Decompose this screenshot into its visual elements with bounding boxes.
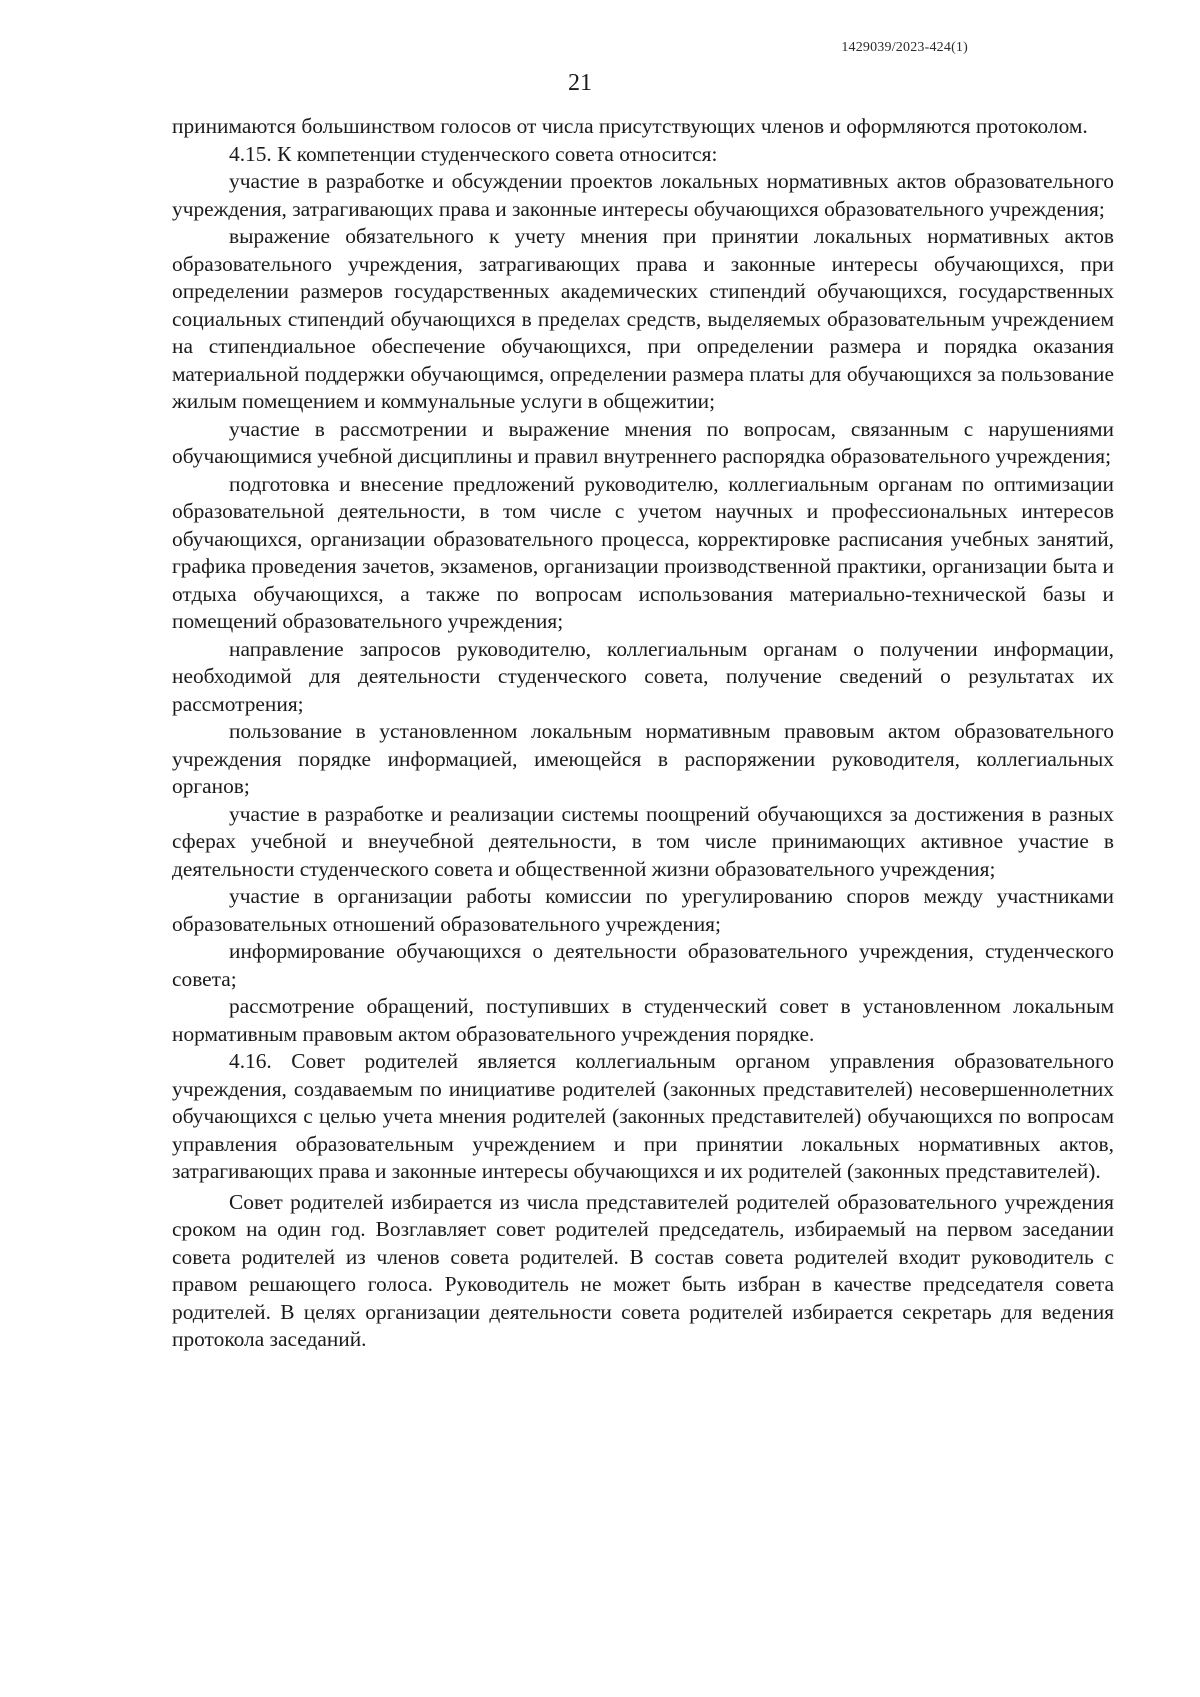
document-body <box>172 113 1114 1354</box>
paragraph-section-4-15: 4.15. К компетенции студенческого совета относится: <box>229 141 718 166</box>
document-number: 1429039/2023-424(1) <box>841 40 968 55</box>
paragraph-list-item: подготовка и внесение предложений руководителю, коллегиальным органам по оптимизации образовательной деятельности, в том числе с учетом научных и профессиональных интересов обучающихся, организации образовательного процесса, корректировке расписания учебных занятий, графика проведения зачетов, экзаменов, организации производственной практики, организации быта и отдыха обучающихся, а также по вопросам использования материально-технической базы и помещений образовательного учреждения; <box>172 471 1114 633</box>
paragraph-continuation: принимаются большинством голосов от числа присутствующих членов и оформляются протоколом. <box>172 114 1088 138</box>
paragraph-list-item: информирование обучающихся о деятельности образовательного учреждения, студенческого совета; <box>172 939 1114 991</box>
paragraph-list-item: участие в разработке и реализации системы поощрений обучающихся за достижения в разных сферах учебной и внеучебной деятельности, в том числе принимающих активное участие в деятельности студенческого совета и общественной жизни образовательного учреждения; <box>172 801 1114 881</box>
paragraph-list-item: участие в организации работы комиссии по урегулированию споров между участниками образовательных отношений образовательного учреждения; <box>172 884 1114 936</box>
paragraph-list-item: участие в рассмотрении и выражение мнения по вопросам, связанным с нарушениями обучающимися учебной дисциплины и правил внутреннего распорядка образовательного учреждения; <box>172 416 1114 468</box>
paragraph-parents-council: Совет родителей избирается из числа представителей родителей образовательного учреждения сроком на один год. Возглавляет совет родителей председатель, избираемый на первом заседании совета родителей из членов совета родителей. В состав совета родителей входит руководитель с правом решающего голоса. Руководитель не может быть избран в качестве председателя совета родителей. В целях организации деятельности совета родителей избирается секретарь для ведения протокола заседаний. <box>172 1189 1114 1351</box>
paragraph-list-item: выражение обязательного к учету мнения при принятии локальных нормативных актов образовательного учреждения, затрагивающих права и законные интересы обучающихся, при определении размеров государственных академических стипендий обучающихся, государственных социальных стипендий обучающихся в пределах средств, выделяемых образовательным учреждением на стипендиальное обеспечение обучающихся, при определении размера и порядка оказания материальной поддержки обучающимся, определении размера платы для обучающихся за пользование жилым помещением и коммунальные услуги в общежитии; <box>172 224 1114 413</box>
paragraph-list-item: направление запросов руководителю, коллегиальным органам о получении информации, необходимой для деятельности студенческого совета, получение сведений о результатах их рассмотрения; <box>172 636 1114 716</box>
paragraph-list-item: рассмотрение обращений, поступивших в студенческий совет в установленном локальным нормативным правовым актом образовательного учреждения порядке. <box>172 994 1114 1046</box>
paragraph-list-item: участие в разработке и обсуждении проектов локальных нормативных актов образовательного учреждения, затрагивающих права и законные интересы обучающихся образовательного учреждения; <box>172 169 1114 221</box>
paragraph-section-4-16: 4.16. Совет родителей является коллегиальным органом управления образовательного учреждения, создаваемым по инициативе родителей (законных представителей) несовершеннолетних обучающихся с целью учета мнения родителей (законных представителей) обучающихся по вопросам управления образовательным учреждением и при принятии локальных нормативных актов, затрагивающих права и законные интересы обучающихся и их родителей (законных представителей). <box>172 1049 1114 1183</box>
page-number: 21 <box>568 70 592 96</box>
paragraph-list-item: пользование в установленном локальным нормативным правовым актом образовательного учреждения порядке информацией, имеющейся в распоряжении руководителя, коллегиальных органов; <box>172 719 1114 798</box>
